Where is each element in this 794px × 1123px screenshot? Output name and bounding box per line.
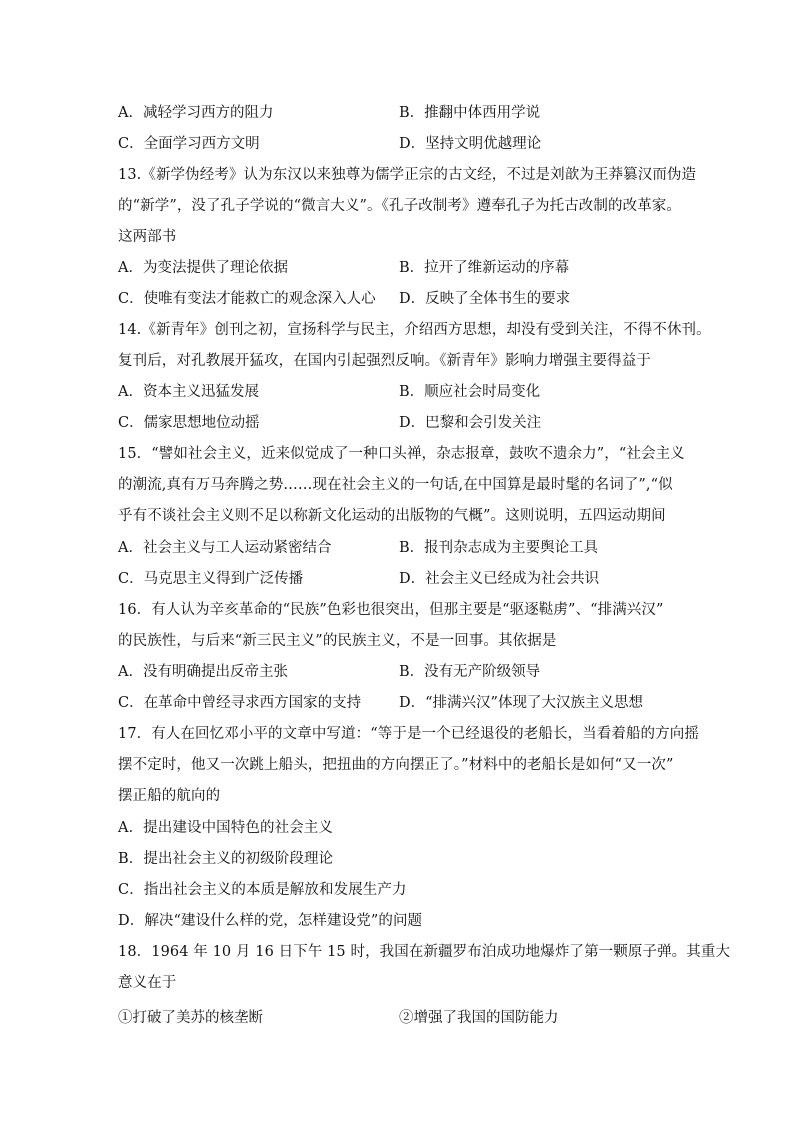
q15-stem-line-3: 乎有不谈社会主义则不足以称新文化运动的出版物的气概”。这则说明，五四运动期间 [118,508,666,524]
q18-option-1: ①打破了美苏的核垄断 [118,1010,263,1026]
q17-stem-line-2: 摆不定时，他又一次跳上船头，把扭曲的方向摆正了。”材料中的老船长是如何“又一次” [118,757,674,773]
q16-options-row-2 [118,693,678,713]
q15-options-row-1 [118,538,678,558]
q14-stem-line-2: 复刊后，对孔教展开猛攻，在国内引起强烈反响。《新青年》影响力增强主要得益于 [118,353,651,369]
q16-option-b: B．没有无产阶级领导 [399,664,541,680]
q12-option-b: B．推翻中体西用学说 [399,105,541,121]
q15-option-c: C．马克思主义得到广泛传播 [118,571,304,587]
q17-stem-line-3: 摆正船的航向的 [118,788,221,804]
q15-option-a: A．社会主义与工人运动紧密结合 [118,540,332,556]
q16-stem-line-1: 16．有人认为辛亥革命的“民族”色彩也很突出，但那主要是“驱逐鞑虏”、“排满兴汉” [118,602,664,618]
q12-options-row-1 [118,103,678,123]
q14-option-c: C．儒家思想地位动摇 [118,415,260,431]
q15-option-b: B．报刊杂志成为主要舆论工具 [399,540,599,556]
q13-stem-line-1: 13.《新学伪经考》认为东汉以来独尊为儒学正宗的古文经，不过是刘歆为王莽篡汉而伪造 [118,167,697,183]
q17-option-a: A．提出建设中国特色的社会主义 [118,820,333,836]
q12-option-d: D．坚持文明优越理论 [399,136,542,152]
q18-stem-line-2: 意义在于 [118,975,177,991]
q13-stem-line-2: 的“新学”，没了孔子学说的“微言大义”。《孔子改制考》遵奉孔子为托古改制的改革家。 [118,198,681,214]
q14-stem-line-1: 14.《新青年》创刊之初，宣扬科学与民主，介绍西方思想，却没有受到关注，不得不休刊。 [118,322,711,338]
q17-option-b: B．提出社会主义的初级阶段理论 [118,851,334,867]
q14-option-d: D．巴黎和会引发关注 [399,415,542,431]
q18-options-row-1 [118,1008,678,1028]
q17-stem-line-1: 17．有人在回忆邓小平的文章中写道：“等于是一个已经退役的老船长，当看着船的方向摇 [118,726,699,742]
q12-options-row-2 [118,134,678,154]
q15-option-d: D．社会主义已经成为社会共识 [399,571,600,587]
q16-option-a: A．没有明确提出反帝主张 [118,664,288,680]
q13-options-row-1 [118,258,678,278]
q17-option-d: D．解决“建设什么样的党，怎样建设党”的问题 [118,913,423,929]
q15-options-row-2 [118,569,678,589]
q13-options-row-2 [118,289,678,309]
q16-option-d: D．“排满兴汉”体现了大汉族主义思想 [399,695,643,711]
q16-stem-line-2: 的民族性，与后来“新三民主义”的民族主义，不是一回事。其依据是 [118,633,557,649]
q13-option-d: D．反映了全体书生的要求 [399,291,571,307]
q18-stem-line-1: 18．1964 年 10 月 16 日下午 15 时，我国在新疆罗布泊成功地爆炸了第一颗原子弹。其重大 [118,944,731,960]
q14-options-row-1 [118,382,678,402]
q13-option-c: C．使唯有变法才能救亡的观念深入人心 [118,291,376,307]
q13-stem-line-3: 这两部书 [118,229,177,245]
q13-option-a: A．为变法提供了理论依据 [118,260,288,276]
q13-option-b: B．拉开了维新运动的序幕 [399,260,570,276]
q16-option-c: C．在革命中曾经寻求西方国家的支持 [118,695,362,711]
q14-option-b: B．顺应社会时局变化 [399,384,541,400]
q14-option-a: A．资本主义迅猛发展 [118,384,259,400]
q17-option-c: C．指出社会主义的本质是解放和发展生产力 [118,882,407,898]
q12-option-c: C．全面学习西方文明 [118,136,260,152]
q12-option-a: A．减轻学习西方的阻力 [118,105,274,121]
q14-options-row-2 [118,413,678,433]
q15-stem-line-2: 的潮流,真有万马奔腾之势……现在社会主义的一句话,在中国算是最时髦的名词了”,“似 [118,477,673,493]
q15-stem-line-1: 15．“譬如社会主义，近来似觉成了一种口头禅，杂志报章，鼓吹不遗余力”，“社会主义 [118,446,685,462]
q18-option-2: ②增强了我国的国防能力 [399,1010,559,1026]
q16-options-row-1 [118,662,678,682]
